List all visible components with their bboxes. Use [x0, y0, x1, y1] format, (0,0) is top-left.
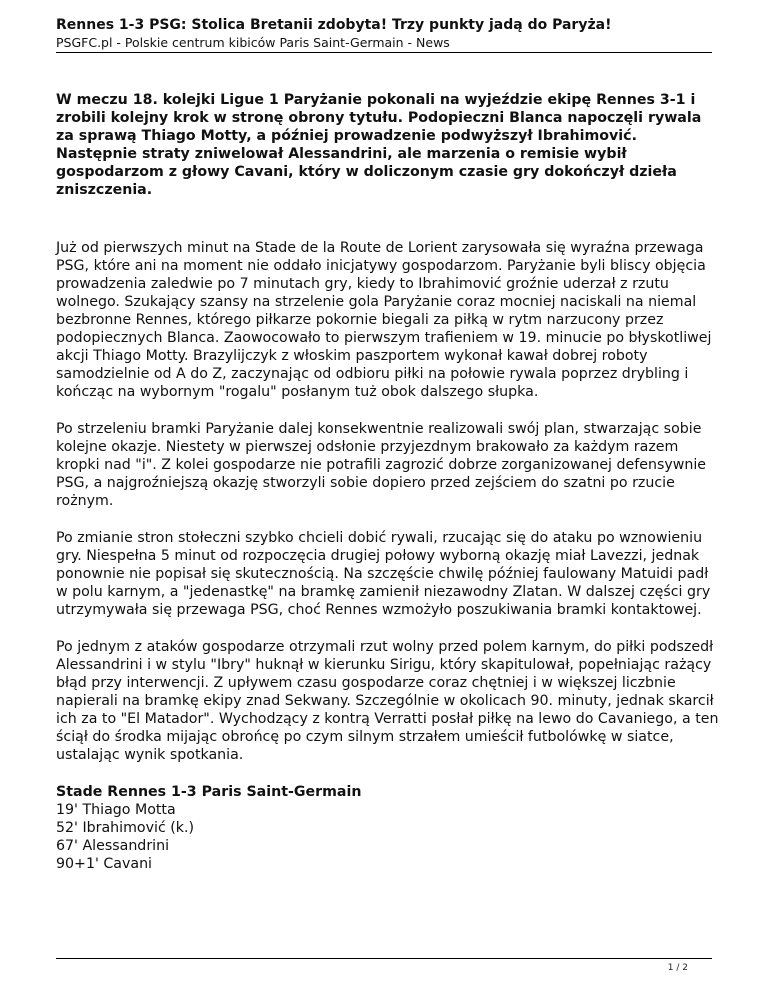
article-paragraph-3: Po zmianie stron stołeczni szybko chcieli dobić rywali, rzucając się do ataku po wznowieniu gry. Niespełna 5 minut od rozpoczęcia drugiej połowy wyborną okazję miał Lavezzi, jednak ponownie nie popisał się skutecznością. Na szczęście chwilę później faulowany Matuidi padł w polu karnym, a "jedenastkę" na bramkę zamienił niezawodny Zlatan. W dalszej części gry utrzymywała się przewaga PSG, choć Rennes wzmożyło poszukiwania bramki kontaktowej. [56, 530, 711, 618]
goal-entry: 90+1' Cavani [56, 856, 153, 872]
article-paragraph-2: Po strzeleniu bramki Paryżanie dalej konsekwentnie realizowali swój plan, stwarzając sobie kolejne okazje. Niestety w pierwszej odsłonie przyjezdnym brakowało za każdym razem kropki nad "i". Z kolei gospodarze nie potrafili zagrozić dobrze zorganizowanej defensywnie PSG, a najgroźniejszą okazję stworzyli sobie dopiero przed zejściem do szatni po rzucie rożnym. [56, 421, 707, 509]
article-body [56, 91, 720, 873]
article-paragraph-4: Po jednym z ataków gospodarze otrzymali rzut wolny przed polem karnym, do piłki podszedł Alessandrini i w stylu "Ibry" huknął w kierunku Sirigu, który skapitulował, popełniając rażący błąd przy interwencji. Z upływem czasu gospodarze coraz chętniej i w większej liczbnie napierali na bramkę ekipy znad Sekwany. Szczególnie w okolicach 90. minuty, jednak skarcił ich za to "El Matador". Wychodzący z kontrą Verratti posłał piłkę na lewo do Cavaniego, a ten ściął do środka mijając obrońcę po czym silnym strzałem umieścił futbolówkę w siatce, ustalając wynik spotkania. [56, 639, 719, 763]
goal-entry: 52' Ibrahimović (k.) [56, 820, 195, 836]
site-name: PSGFC.pl - Polskie centrum kibiców Paris Saint-Germain - News [56, 35, 450, 50]
match-result-title: Stade Rennes 1-3 Paris Saint-Germain [56, 784, 362, 800]
page-number: 1 / 2 [667, 963, 688, 973]
goal-entry: 19' Thiago Motta [56, 802, 176, 818]
article-lead: W meczu 18. kolejki Ligue 1 Paryżanie pokonali na wyjeździe ekipę Rennes 3-1 i zrobili kolejny krok w stronę obrony tytułu. Podopieczni Blanca napoczęli rywala za sprawą Thiago Motty, a później prowadzenie podwyższył Ibrahimović. Następnie straty zniwelował Alessandrini, ale marzenia o remisie wybił gospodarzom z głowy Cavani, który w doliczonym czasie gry dokończył dzieła zniszczenia. [56, 92, 702, 198]
page-header [56, 16, 712, 51]
goal-entry: 67' Alessandrini [56, 838, 170, 854]
article-paragraph-1: Już od pierwszych minut na Stade de la Route de Lorient zarysowała się wyraźna przewaga PSG, które ani na moment nie oddało inicjatywy gospodarzom. Paryżanie byli bliscy objęcia prowadzenia zaledwie po 7 minutach gry, kiedy to Ibrahimović groźnie uderzał z rzutu wolnego. Szukający szansy na strzelenie gola Paryżanie coraz mocniej naciskali na niemal bezbronne Rennes, którego piłkarze pokornie biegali za piłką w rytm narzucony przez podopiecznych Blanca. Zaowocowało to pierwszym trafieniem w 19. minucie po błyskotliwej akcji Thiago Motty. Brazylijczyk z włoskim paszportem wykonał kawał dobrej roboty samodzielnie od A do Z, zaczynając od odbioru piłki na połowie rywala poprzez drybling i kończąc na wybornym "rogalu" posłanym tuż obok dalszego słupka. [56, 240, 712, 400]
footer-divider [56, 958, 712, 959]
header-divider [56, 52, 712, 53]
document-title: Rennes 1-3 PSG: Stolica Bretanii zdobyta! Trzy punkty jadą do Paryża! [56, 17, 612, 33]
